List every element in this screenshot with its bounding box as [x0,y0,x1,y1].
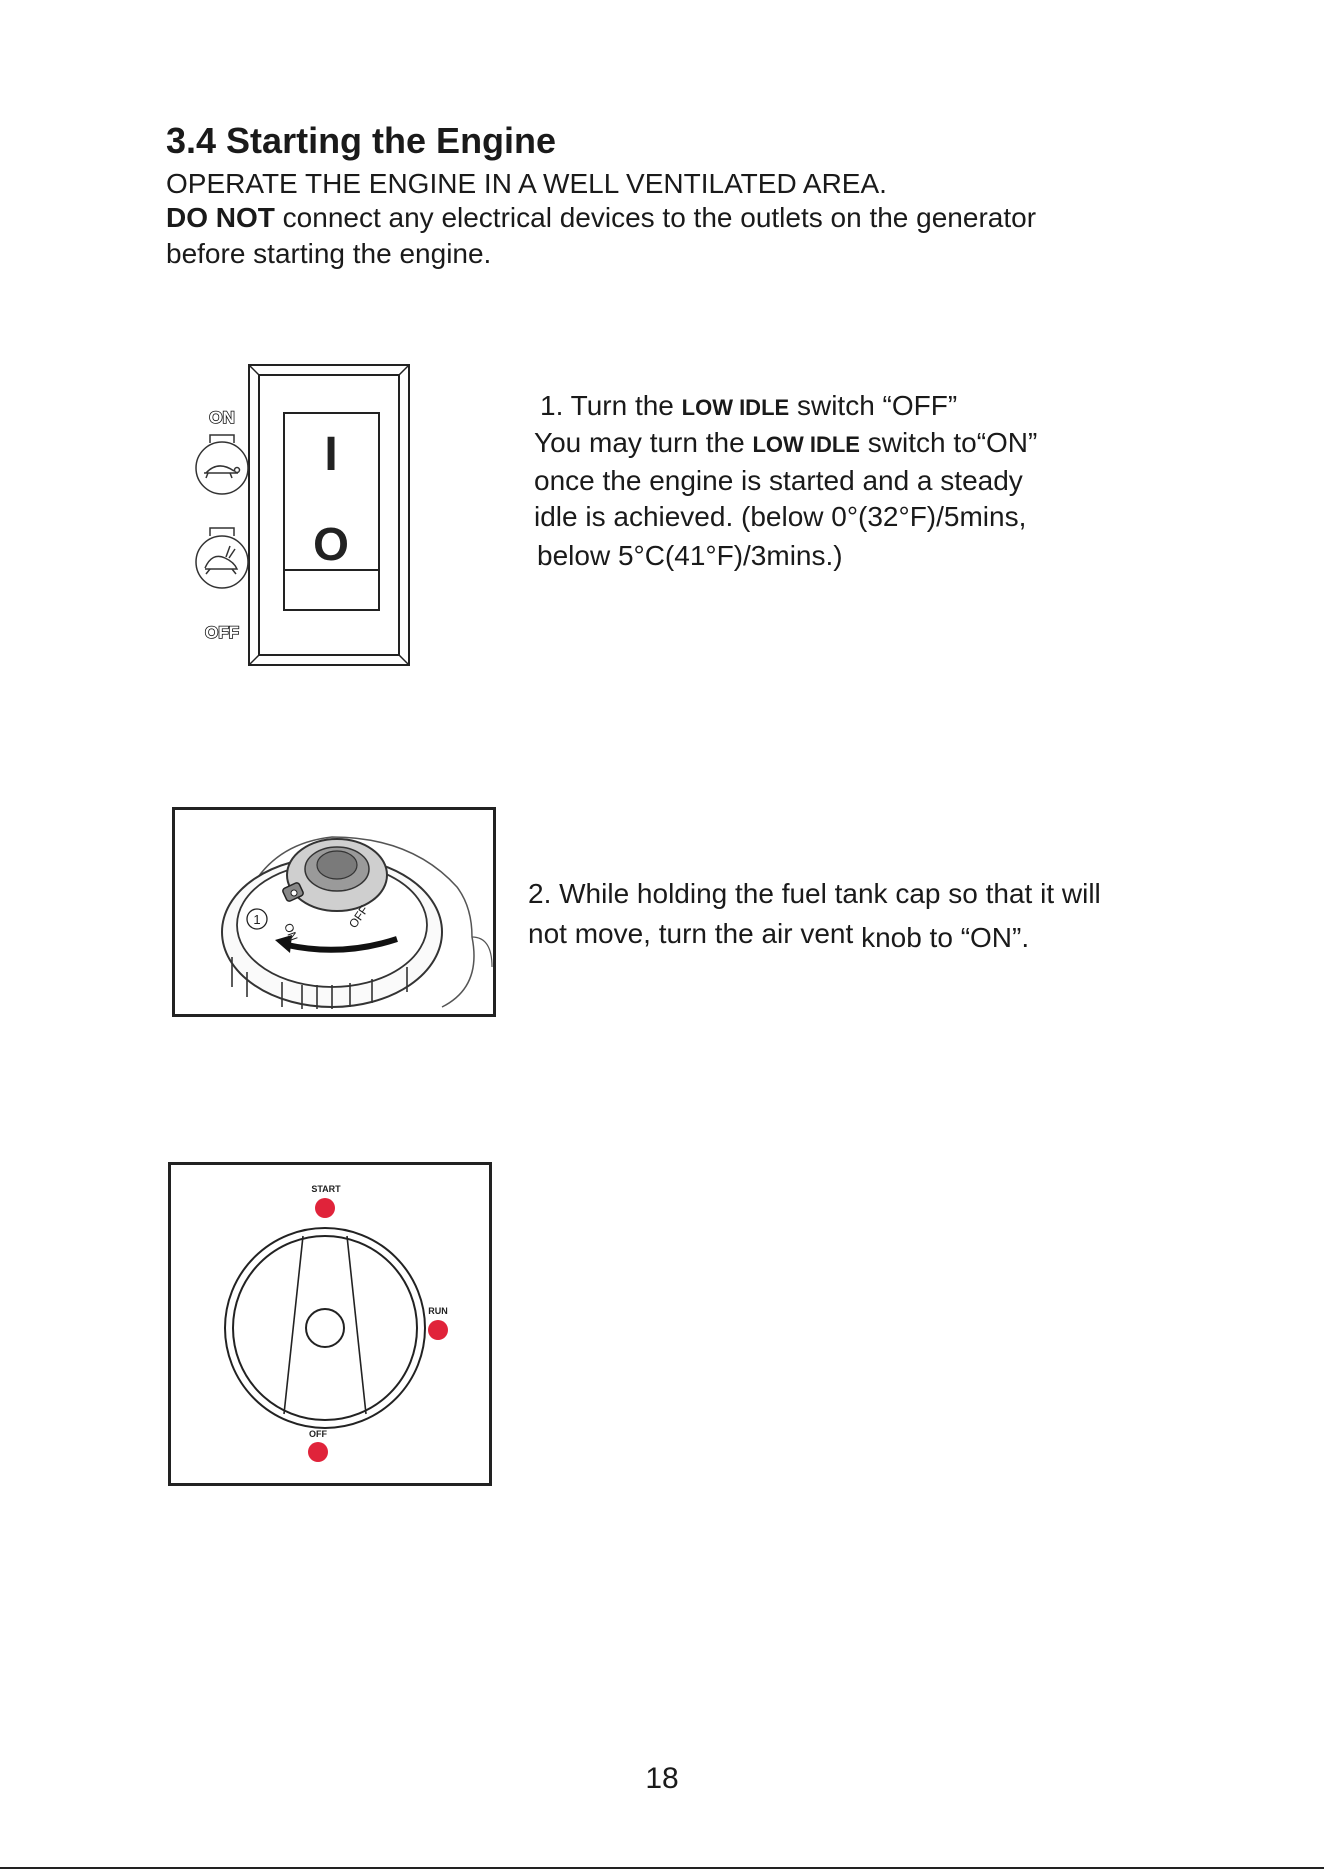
cap-off-label: OFF [345,903,372,931]
off-label: OFF [309,1429,327,1439]
page-number: 18 [645,1762,679,1795]
rocker-on-symbol: I [324,428,338,481]
engine-switch-dial[interactable] [225,1228,425,1428]
page-bottom-rule [0,1867,1324,1869]
start-label: START [311,1184,341,1194]
cap-on-label: ON [281,921,301,943]
fuel-cap-figure [172,807,496,1017]
switch-off-label: OFF [205,623,239,642]
step1-line1 [540,390,957,422]
ventilation-warning: OPERATE THE ENGINE IN A WELL VENTILATED AREA. [166,168,887,199]
step1-line3: once the engine is started and a steady [534,465,1023,496]
step1-line2-post: switch to“ON” [859,427,1038,458]
low-idle-label: LOW IDLE [681,395,790,420]
run-indicator [428,1320,448,1340]
rocker-off-symbol: O [313,518,349,570]
off-indicator [308,1442,328,1462]
engine-switch-figure [168,1162,492,1488]
rabbit-icon [196,528,248,588]
outlet-warning-cont: before starting the engine. [166,238,492,269]
step2-line2-post: knob to “ON”. [861,922,1030,953]
step1-line1-pre: 1. Turn the [540,390,682,421]
step2-line1: 2. While holding the fuel tank cap so that it will [528,878,1101,909]
step1-line4: idle is achieved. (below 0°(32°F)/5mins, [534,501,1027,532]
turtle-icon [196,435,248,494]
step1-line2-pre: You may turn the [534,427,753,458]
outlet-warning [166,202,1036,234]
warning-emphasis: DO NOT [166,202,275,233]
step2-line2 [528,918,1030,953]
step1-line5: below 5°C(41°F)/3mins.) [537,540,843,571]
step1-line2 [534,427,1037,459]
start-indicator [315,1198,335,1218]
low-idle-label: LOW IDLE [752,432,860,457]
switch-on-label: ON [209,408,235,427]
warning-text: connect any electrical devices to the outlets on the generator [274,202,1037,233]
section-title: 3.4 Starting the Engine [166,120,557,161]
callout-number: 1 [253,912,261,927]
low-idle-switch-figure [190,360,420,680]
rocker-switch[interactable] [284,413,379,610]
run-label: RUN [428,1306,448,1316]
step2-line2-pre: not move, turn the air vent [528,918,862,949]
step1-line1-post: switch “OFF” [796,390,958,421]
